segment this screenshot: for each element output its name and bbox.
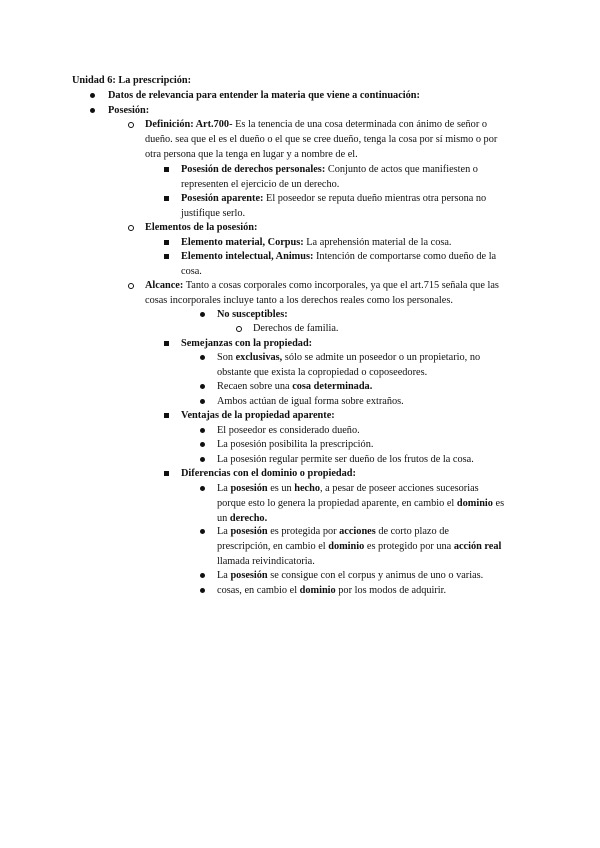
item-label: Posesión de derechos personales: — [181, 164, 326, 175]
item-label: Elementos de la posesión: — [145, 222, 258, 233]
item-text: El poseedor se reputa dueño mientras otra persona no — [263, 193, 487, 204]
bullet-square-icon — [164, 341, 169, 346]
bullet-circle-icon — [128, 225, 134, 231]
list-item-semejanza-2: Recaen sobre una cosa determinada. — [217, 379, 372, 394]
list-item-elemento-intelectual — [181, 249, 526, 279]
bullet-circle-icon — [236, 326, 242, 332]
item-text: La posesión posibilita la prescripción. — [217, 439, 374, 450]
list-item-elemento-material — [181, 235, 521, 250]
bullet-dot-icon — [200, 457, 205, 462]
list-item-diferencia-1: La posesión es un hecho, a pesar de poseer acciones sucesorias porque esto lo genera la propiedad aparente, en cambio el dominio es un derecho. — [217, 481, 537, 526]
item-text: Conjunto de actos que manifiesten o — [325, 164, 478, 175]
list-item-ventajas — [181, 408, 335, 423]
item-label: Elemento intelectual, Animus: — [181, 251, 314, 262]
list-item-ventaja-3 — [217, 452, 474, 467]
bullet-dot-icon — [200, 428, 205, 433]
item-text: llamada reivindicatoria. — [217, 556, 315, 567]
bullet-square-icon — [164, 167, 169, 172]
item-text: El poseedor es considerado dueño. — [217, 425, 360, 436]
item-label: Elemento material, Corpus: — [181, 237, 304, 248]
item-text: otra persona que la tenga en lugar y a nombre de el. — [145, 149, 358, 160]
item-text: Derechos de familia. — [253, 323, 339, 334]
item-label: Posesión aparente: — [181, 193, 264, 204]
list-item-derechos-familia — [253, 321, 338, 336]
item-text: representen el ejercicio de un derecho. — [181, 179, 340, 190]
list-item — [108, 103, 149, 118]
list-item — [108, 88, 420, 103]
item-text: Ambos actúan de igual forma sobre extraños. — [217, 396, 404, 407]
list-item-definicion — [145, 117, 535, 162]
item-text: Es la tenencia de una cosa determinada con ánimo de señor o — [232, 119, 487, 130]
item-label: Semejanzas con la propiedad: — [181, 338, 313, 349]
bullet-square-icon — [164, 471, 169, 476]
item-text: cosa. — [181, 266, 202, 277]
bullet-dot-icon — [200, 399, 205, 404]
list-item-semejanza-1: Son exclusivas, sólo se admite un poseedor o un propietario, no obstante que exista la copropiedad o coposeedores. — [217, 350, 537, 380]
item-label: No susceptibles: — [217, 309, 288, 320]
bullet-circle-icon — [128, 283, 134, 289]
list-item-diferencia-2: La posesión es protegida por acciones de corto plazo de prescripción, en cambio el dominio es protegido por una acción real llamada reivindicatoria. — [217, 524, 537, 569]
list-item-ventaja-2 — [217, 437, 373, 452]
list-item-semejanza-3 — [217, 394, 404, 409]
item-text: dueño. sea que el es el dueño o el que se cree dueño, tenga la cosa por sí mismo o por — [145, 134, 498, 145]
list-item-diferencia-4: cosas, en cambio el dominio por los modos de adquirir. — [217, 583, 537, 598]
bullet-dot-icon — [200, 529, 205, 534]
bullet-circle-icon — [128, 122, 134, 128]
list-item-elementos — [145, 220, 257, 235]
list-item-ventaja-1 — [217, 423, 360, 438]
bullet-dot-icon — [200, 312, 205, 317]
list-item-posesion-aparente — [181, 191, 521, 221]
bullet-dot-icon — [90, 93, 95, 98]
bullet-square-icon — [164, 240, 169, 245]
list-item-diferencias — [181, 466, 356, 481]
bullet-square-icon — [164, 196, 169, 201]
bullet-dot-icon — [200, 384, 205, 389]
item-text: Intención de comportarse como dueño de la — [313, 251, 497, 262]
item-text: La posesión regular permite ser dueño de los frutos de la cosa. — [217, 454, 474, 465]
bullet-dot-icon — [200, 486, 205, 491]
item-text: Datos de relevancia para entender la materia que viene a continuación: — [108, 90, 420, 101]
list-item-posesion-personales — [181, 162, 521, 192]
bullet-square-icon — [164, 413, 169, 418]
item-label: Definición: Art.700- — [145, 119, 233, 130]
list-item-semejanzas — [181, 336, 312, 351]
item-text: cosas incorporales incluye tanto a los derechos reales como los personales. — [145, 295, 453, 306]
bullet-dot-icon — [200, 573, 205, 578]
bullet-dot-icon — [200, 442, 205, 447]
item-text: obstante que exista la copropiedad o coposeedores. — [217, 367, 428, 378]
bullet-square-icon — [164, 254, 169, 259]
item-label: Alcance: — [145, 280, 184, 291]
item-label: Ventajas de la propiedad aparente: — [181, 410, 335, 421]
item-text: Posesión: — [108, 105, 150, 116]
item-text: La aprehensión material de la cosa. — [303, 237, 452, 248]
bullet-dot-icon — [90, 108, 95, 113]
item-text: Tanto a cosas corporales como incorporales, ya que el art.715 señala que las — [183, 280, 499, 291]
list-item-diferencia-3: La posesión se consigue con el corpus y animus de uno o varias. — [217, 568, 537, 583]
item-label: Diferencias con el dominio o propiedad: — [181, 468, 356, 479]
bullet-dot-icon — [200, 588, 205, 593]
list-item-alcance — [145, 278, 535, 308]
item-text: justifique serlo. — [181, 208, 246, 219]
list-item-no-susceptibles — [217, 307, 288, 322]
page-title: Unidad 6: La prescripción: — [72, 75, 192, 86]
bullet-dot-icon — [200, 355, 205, 360]
